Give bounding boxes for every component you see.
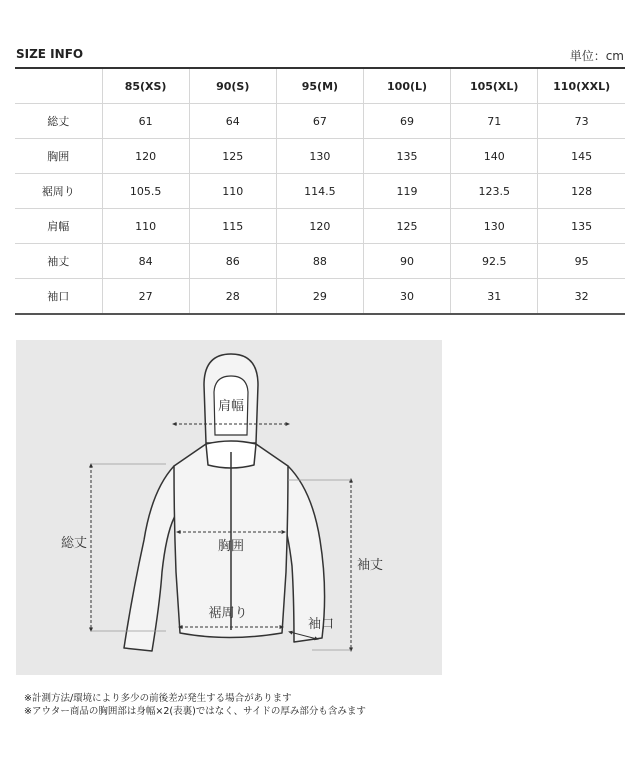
column-header: 85(XS) [102,68,189,104]
table-row [15,279,625,315]
label-chest: 胸囲 [217,539,245,554]
row-label: 胸囲 [15,139,102,174]
notes [24,692,366,718]
table-cell: 135 [538,209,625,244]
table-cell: 119 [363,174,450,209]
table-cell: 125 [363,209,450,244]
label-hem: 裾周り [208,606,248,621]
table-cell: 125 [189,139,276,174]
label-sleeve: 袖丈 [356,558,384,573]
table-cell: 110 [102,209,189,244]
table-cell: 27 [102,279,189,315]
table-cell: 71 [451,104,538,139]
table-cell: 64 [189,104,276,139]
table-header-row [15,68,625,104]
note-line: ※計測方法/環境により多少の前後差が発生する場合があります [24,693,292,704]
table-corner-cell [15,68,102,104]
table-cell: 32 [538,279,625,315]
column-header: 95(M) [276,68,363,104]
table-cell: 86 [189,244,276,279]
label-length: 総丈 [60,536,88,551]
row-label: 袖口 [15,279,102,315]
label-shoulder: 肩幅 [217,399,245,414]
column-header: 110(XXL) [538,68,625,104]
unit-label: 単位：cm [569,49,624,63]
size-info-title: SIZE INFO [16,47,84,61]
table-row [15,174,625,209]
table-cell: 130 [276,139,363,174]
table-cell: 123.5 [451,174,538,209]
column-header: 105(XL) [451,68,538,104]
table-cell: 128 [538,174,625,209]
measurement-diagram [16,340,442,675]
table-cell: 130 [451,209,538,244]
table-cell: 69 [363,104,450,139]
table-row [15,104,625,139]
row-label: 総丈 [15,104,102,139]
note-line: ※アウター商品の胸囲部は身幅×2(表裏)ではなく、サイドの厚み部分も含みます [24,706,366,717]
table-cell: 95 [538,244,625,279]
table-row [15,139,625,174]
jacket-illustration [16,340,442,675]
label-cuff: 袖口 [307,617,335,632]
row-label: 肩幅 [15,209,102,244]
table-cell: 29 [276,279,363,315]
table-cell: 28 [189,279,276,315]
table-cell: 67 [276,104,363,139]
table-cell: 145 [538,139,625,174]
table-cell: 73 [538,104,625,139]
column-header: 90(S) [189,68,276,104]
column-header: 100(L) [363,68,450,104]
table-cell: 92.5 [451,244,538,279]
table-cell: 31 [451,279,538,315]
table-cell: 140 [451,139,538,174]
table-cell: 115 [189,209,276,244]
table-cell: 90 [363,244,450,279]
size-table [15,67,625,315]
table-cell: 84 [102,244,189,279]
table-cell: 105.5 [102,174,189,209]
table-cell: 30 [363,279,450,315]
table-cell: 61 [102,104,189,139]
table-cell: 110 [189,174,276,209]
table-cell: 120 [102,139,189,174]
table-cell: 88 [276,244,363,279]
table-cell: 135 [363,139,450,174]
row-label: 袖丈 [15,244,102,279]
table-cell: 114.5 [276,174,363,209]
table-row [15,244,625,279]
table-cell: 120 [276,209,363,244]
row-label: 裾周り [15,174,102,209]
table-row [15,209,625,244]
